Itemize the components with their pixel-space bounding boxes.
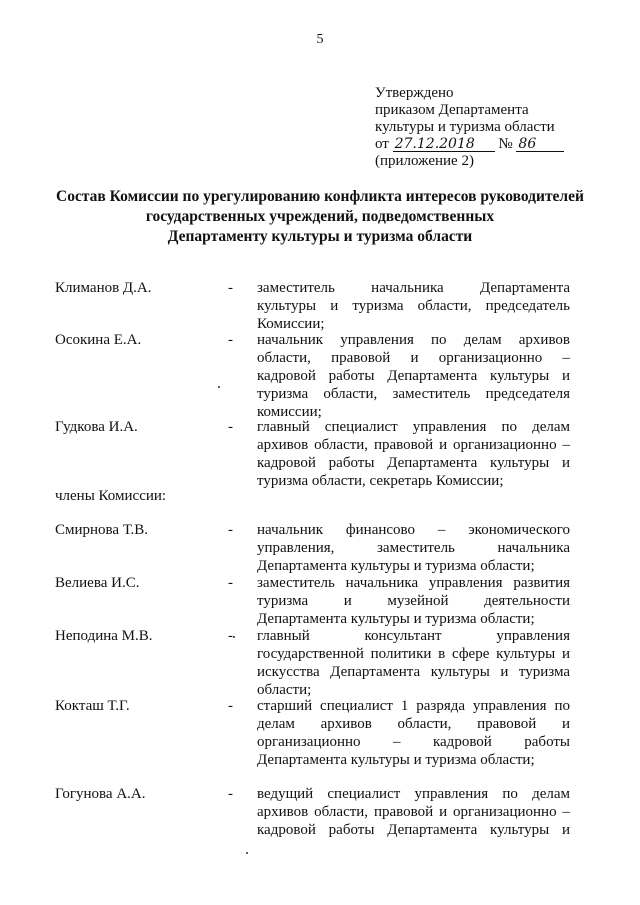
position-line: старший специалист 1 разряда управления по: [257, 698, 570, 714]
entry-dash: -: [228, 628, 233, 644]
position-line: начальник управления по делам архивов: [257, 332, 570, 348]
page-number: 5: [316, 32, 324, 47]
position-line: архивов области, правовой и организационно –: [257, 437, 570, 453]
order-from-prefix: от: [375, 136, 389, 152]
member-name: Велиева И.С.: [55, 575, 140, 591]
title-line-2: государственных учреждений, подведомственных: [145, 208, 495, 225]
position-line: кадровой работы Департамента культуры и: [257, 822, 570, 838]
member-name: Смирнова Т.В.: [55, 522, 149, 538]
document-title: [40, 187, 600, 247]
entry-dash: -: [228, 522, 233, 538]
position-line: области;: [257, 682, 312, 698]
member-position: [257, 785, 570, 839]
order-number-prefix: №: [498, 136, 513, 152]
position-line: организационно – кадровой работы: [257, 734, 570, 750]
entry-dash: -: [228, 575, 233, 591]
scan-speck: [218, 386, 220, 388]
position-line: государственной политики в сфере культуры и: [257, 646, 570, 662]
approval-line-3: культуры и туризма области: [375, 119, 555, 135]
position-line: заместитель начальника Департамента: [257, 280, 570, 296]
member-position: [257, 521, 570, 575]
position-line: искусства Департамента культуры и туризма: [257, 664, 570, 680]
position-line: культуры и туризма области, председатель: [257, 298, 570, 314]
member-name: Осокина Е.А.: [55, 332, 142, 348]
member-position: [257, 574, 570, 628]
title-line-3: Департаменту культуры и туризма области: [167, 228, 473, 245]
position-line: главный консультант управления: [257, 628, 570, 644]
members-label: члены Комиссии:: [55, 488, 167, 504]
entry-dash: -: [228, 419, 233, 435]
position-line: области, правовой и организационно –: [257, 350, 570, 366]
member-position: [257, 331, 570, 421]
position-line: начальник финансово – экономического: [257, 522, 570, 538]
position-line: главный специалист управления по делам: [257, 419, 570, 435]
position-line: Департамента культуры и туризма области;: [257, 558, 535, 574]
approval-line-2: приказом Департамента: [375, 102, 529, 118]
member-name: Гогунова А.А.: [55, 786, 146, 802]
position-line: управления, заместитель начальника: [257, 540, 570, 556]
position-line: Департамента культуры и туризма области;: [257, 752, 535, 768]
member-position: [257, 279, 570, 333]
approval-block: [375, 85, 564, 170]
position-line: кадровой работы Департамента культуры и: [257, 455, 570, 471]
entry-dash: -: [228, 786, 233, 802]
scan-speck: [246, 852, 248, 854]
approval-line-1: Утверждено: [375, 85, 454, 101]
member-name: Гудкова И.А.: [55, 419, 138, 435]
entry-dash: -: [228, 280, 233, 296]
scan-speck: [233, 636, 235, 638]
position-line: Департамента культуры и туризма области;: [257, 611, 535, 627]
position-line: туризма области, заместитель председателя: [257, 386, 570, 402]
approval-order-line: [375, 136, 564, 153]
position-line: архивов области, правовой и организационно –: [257, 804, 570, 820]
member-position: [257, 627, 570, 699]
title-line-1: Состав Комиссии по урегулированию конфликта интересов руководителей: [56, 188, 584, 205]
member-name: Климанов Д.А.: [55, 280, 152, 296]
order-number-handwritten: 86: [516, 137, 564, 152]
position-line: делам архивов области, правовой и: [257, 716, 570, 732]
order-date-handwritten: 27.12.2018: [393, 137, 495, 152]
entry-dash: -: [228, 698, 233, 714]
member-name: Кокташ Т.Г.: [55, 698, 130, 714]
position-line: комиссии;: [257, 404, 322, 420]
member-name: Неподина М.В.: [55, 628, 153, 644]
entry-dash: -: [228, 332, 233, 348]
position-line: туризма области, секретарь Комиссии;: [257, 473, 504, 489]
position-line: туризма и музейной деятельности: [257, 593, 570, 609]
member-position: [257, 697, 570, 769]
position-line: ведущий специалист управления по делам: [257, 786, 570, 802]
approval-appendix: (приложение 2): [375, 153, 474, 169]
position-line: кадровой работы Департамента культуры и: [257, 368, 570, 384]
position-line: заместитель начальника управления развития: [257, 575, 570, 591]
position-line: Комиссии;: [257, 316, 325, 332]
member-position: [257, 418, 570, 490]
